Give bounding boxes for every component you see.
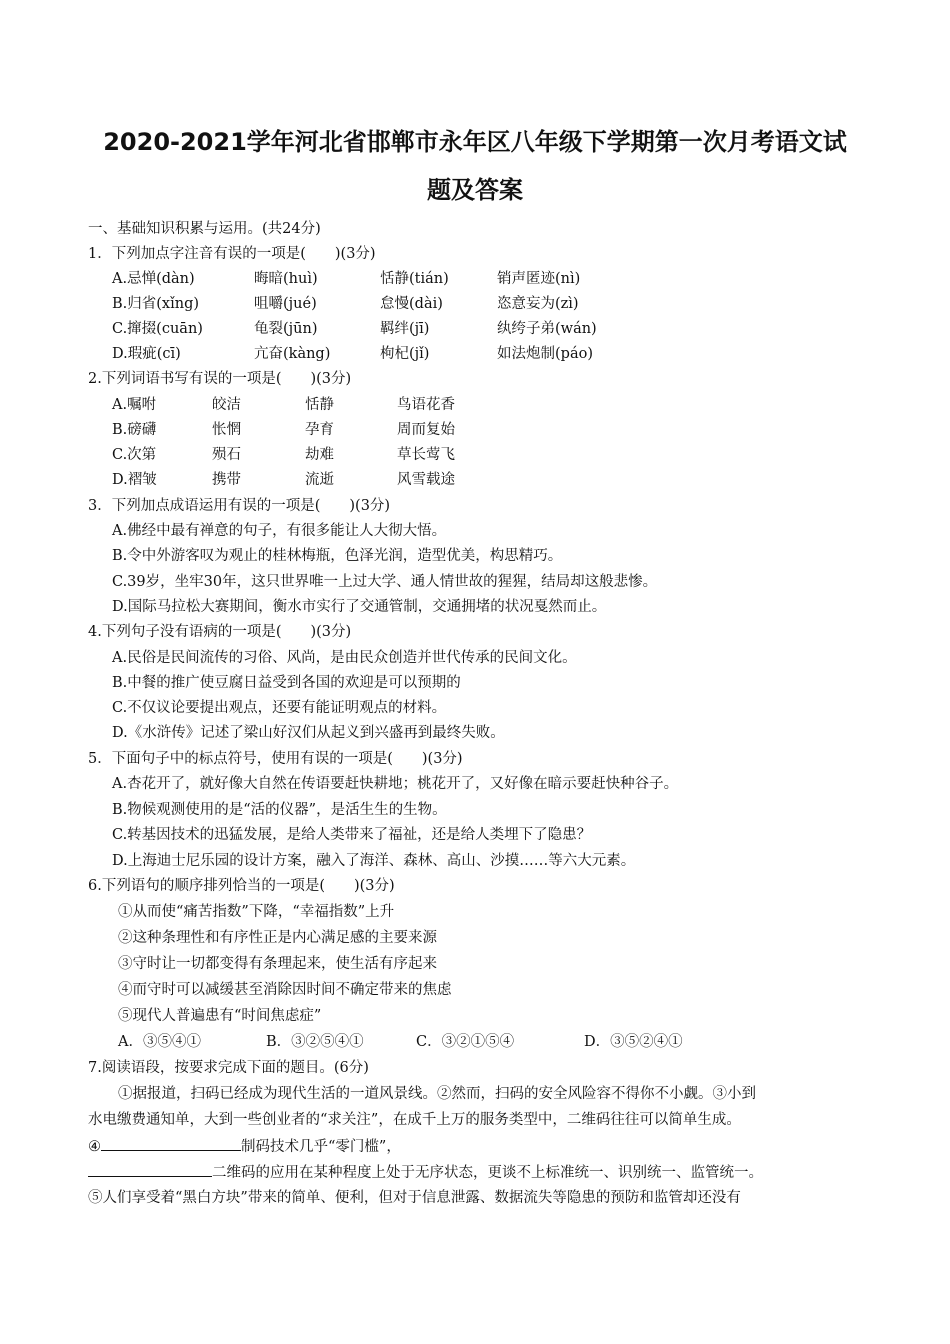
- q2-a-2: 皎洁: [212, 397, 241, 413]
- q7-paragraph-line2: 水电缴费通知单，大到一些创业者的“求关注”，在成千上万的服务类型中，二维码往往可以简单生成。: [88, 1112, 741, 1128]
- question-2-stem: 2.下列词语书写有误的一项是( )(3分): [88, 371, 352, 387]
- question-1-stem: 1．下列加点字注音有误的一项是( )(3分): [88, 246, 376, 262]
- q2-a-3: 恬静: [305, 397, 334, 413]
- question-3-stem: 3．下列加点成语运用有误的一项是( )(3分): [88, 498, 391, 514]
- q3-option-b: B.令中外游客叹为观止的桂林梅瓶，色泽光润，造型优美，构思精巧。: [112, 548, 563, 564]
- q5-option-d: D.上海迪士尼乐园的设计方案，融入了海洋、森林、高山、沙摸……等六大元素。: [112, 853, 636, 869]
- q4-option-b: B.中餐的推广使豆腐日益受到各国的欢迎是可以预期的: [112, 675, 461, 691]
- q1-b-2: 咀嚼(jué): [254, 296, 317, 312]
- q6-choice-d: D．③⑤②④①: [584, 1034, 683, 1050]
- q1-a-3: 恬静(tián): [380, 271, 449, 287]
- q6-sentence-5: ⑤现代人普遍患有“时间焦虑症”: [118, 1008, 322, 1024]
- q1-b-1: B.归省(xǐng): [112, 296, 200, 312]
- q4-option-c: C.不仅议论要提出观点，还要有能证明观点的材料。: [112, 700, 447, 716]
- q6-sentence-4: ④而守时可以减缓甚至消除因时间不确定带来的焦虑: [118, 982, 452, 998]
- q2-c-4: 草长莺飞: [397, 447, 455, 463]
- fill-blank-1[interactable]: [101, 1136, 241, 1151]
- q2-d-2: 携带: [212, 472, 241, 488]
- q1-a-4: 销声匿迹(nì): [497, 271, 581, 287]
- q7-paragraph-line4: [88, 1162, 763, 1183]
- q2-a-4: 鸟语花香: [397, 397, 455, 413]
- q2-b-4: 周而复始: [397, 422, 455, 438]
- q1-a-1: A.忌惮(dàn): [112, 271, 195, 287]
- q6-sentence-2: ②这种条理性和有序性正是内心满足感的主要来源: [118, 930, 437, 946]
- q4-option-d: D.《水浒传》记述了梁山好汉们从起义到兴盛再到最终失败。: [112, 725, 505, 741]
- q7-paragraph-line3: [88, 1136, 401, 1157]
- q3-option-d: D.国际马拉松大赛期间，衡水市实行了交通管制，交通拥堵的状况戛然而止。: [112, 599, 607, 615]
- q2-a-1: A.嘱咐: [112, 397, 157, 413]
- q1-c-3: 羁绊(jī): [380, 321, 430, 337]
- q7-paragraph-line1: ①据报道，扫码已经成为现代生活的一道风景线。②然而，扫码的安全风险容不得你不小觑。③小到: [118, 1086, 756, 1102]
- q2-c-2: 殒石: [212, 447, 241, 463]
- q2-b-3: 孕育: [305, 422, 334, 438]
- question-7-stem: 7.阅读语段，按要求完成下面的题目。(6分): [88, 1060, 369, 1076]
- document-title-line2: 题及答案: [427, 176, 523, 204]
- q2-b-1: B.磅礴: [112, 422, 157, 438]
- q2-d-4: 风雪载途: [397, 472, 455, 488]
- q3-option-c: C.39岁，坐牢30年，这只世界唯一上过大学、通人情世故的猩猩，结局却这般悲惨。: [112, 574, 658, 590]
- q1-b-3: 怠慢(dài): [380, 296, 443, 312]
- q6-choice-a: A．③⑤④①: [118, 1034, 201, 1050]
- q2-d-1: D.褶皱: [112, 472, 157, 488]
- q1-b-4: 恣意妄为(zì): [497, 296, 579, 312]
- q1-c-1: C.撺掇(cuān): [112, 321, 203, 337]
- q4-option-a: A.民俗是民间流传的习俗、风尚，是由民众创造并世代传承的民间文化。: [112, 650, 577, 666]
- q1-d-3: 枸杞(jǐ): [380, 346, 430, 362]
- q6-sentence-1: ①从而使“痛苦指数”下降，“幸福指数”上升: [118, 904, 395, 920]
- q6-choice-c: C．③②①⑤④: [416, 1034, 515, 1050]
- fill-blank-2[interactable]: [88, 1162, 212, 1177]
- q2-c-1: C.次第: [112, 447, 157, 463]
- q5-option-b: B.物候观测使用的是“活的仪器”，是活生生的生物。: [112, 802, 447, 818]
- q1-d-2: 亢奋(kàng): [254, 346, 331, 362]
- q3-option-a: A.佛经中最有禅意的句子，有很多能让人大彻大悟。: [112, 523, 447, 539]
- q6-choice-b: B．③②⑤④①: [266, 1034, 364, 1050]
- question-4-stem: 4.下列句子没有语病的一项是( )(3分): [88, 624, 352, 640]
- q7-line3-text: 制码技术几乎“零门槛”，: [241, 1139, 401, 1155]
- question-6-stem: 6.下列语句的顺序排列恰当的一项是( )(3分): [88, 878, 395, 894]
- document-title-line1: 2020-2021学年河北省邯郸市永年区八年级下学期第一次月考语文试: [103, 128, 847, 156]
- q7-paragraph-line5: ⑤人们享受着“黑白方块”带来的简单、便利，但对于信息泄露、数据流失等隐患的预防和监管却还没有: [88, 1190, 741, 1206]
- q7-circled-4: ④: [88, 1139, 101, 1155]
- question-5-stem: 5．下面句子中的标点符号，使用有误的一项是( )(3分): [88, 751, 463, 767]
- section-heading: 一、基础知识积累与运用。(共24分): [88, 221, 321, 237]
- q1-c-4: 纨绔子弟(wán): [497, 321, 597, 337]
- q1-d-1: D.瑕疵(cī): [112, 346, 181, 362]
- q6-sentence-3: ③守时让一切都变得有条理起来，使生活有序起来: [118, 956, 437, 972]
- q5-option-a: A.杏花开了，就好像大自然在传语要赶快耕地；桃花开了，又好像在暗示要赶快种谷子。: [112, 776, 679, 792]
- q1-a-2: 晦暗(huì): [254, 271, 318, 287]
- q2-b-2: 怅惘: [212, 422, 241, 438]
- q1-c-2: 龟裂(jūn): [254, 321, 318, 337]
- q2-d-3: 流逝: [305, 472, 334, 488]
- q7-line4-text: 二维码的应用在某种程度上处于无序状态，更谈不上标准统一、识别统一、监管统一。: [212, 1165, 763, 1181]
- q2-c-3: 劫难: [305, 447, 334, 463]
- q1-d-4: 如法炮制(páo): [497, 346, 593, 362]
- q5-option-c: C.转基因技术的迅猛发展，是给人类带来了福祉，还是给人类埋下了隐患？: [112, 827, 592, 843]
